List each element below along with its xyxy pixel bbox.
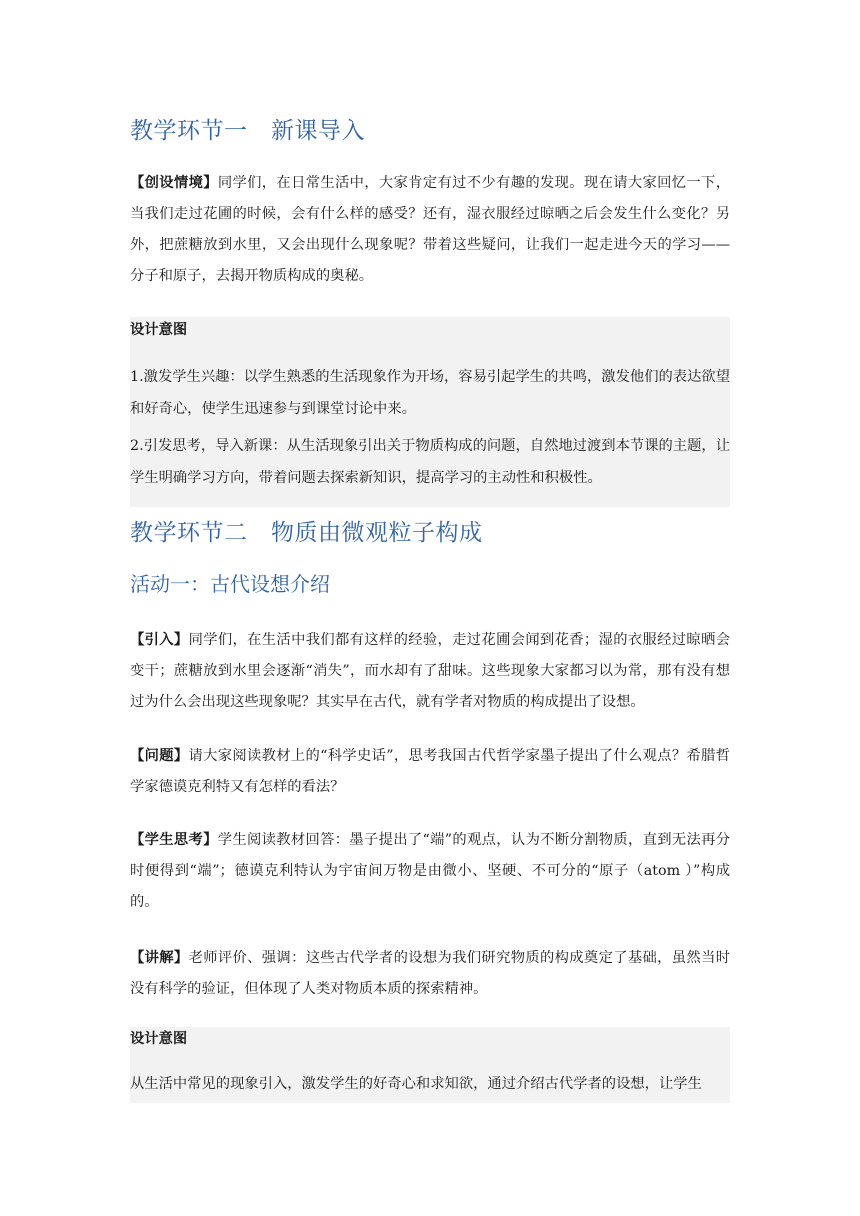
intro-label: 【引入】 [130, 632, 189, 648]
design-intent-item-1: 1.激发学生兴趣：以学生熟悉的生活现象作为开场，容易引起学生的共鸣，激发他们的表达欲望和好奇心，使学生迅速参与到课堂讨论中来。 [130, 369, 730, 417]
question-text: 请大家阅读教材上的“科学史话”，思考我国古代哲学家墨子提出了什么观点？希腊哲学家德谟克利特又有怎样的看法？ [130, 748, 731, 795]
design-intent-box-2 [130, 1027, 730, 1103]
intro-text: 同学们，在生活中我们都有这样的经验，走过花圃会闻到花香；湿的衣服经过晾晒会变干；蔗糖放到水里会逐渐“消失”，而水却有了甜味。这些现象大家都习以为常，那有没有想过为什么会出现这些现象呢？其实早在古代，就有学者对物质的构成提出了设想。 [130, 632, 731, 710]
explanation-label: 【讲解】 [130, 950, 189, 966]
create-situation-label: 【创设情境】 [130, 175, 218, 191]
create-situation-paragraph [130, 168, 730, 292]
activity-1-heading: 活动一：古代设想介绍 [130, 572, 330, 596]
explanation-text: 老师评价、强调：这些古代学者的设想为我们研究物质的构成奠定了基础，虽然当时没有科学的验证，但体现了人类对物质本质的探索精神。 [130, 950, 731, 997]
question-label: 【问题】 [130, 748, 189, 764]
design-intent-text-2: 从生活中常见的现象引入，激发学生的好奇心和求知欲，通过介绍古代学者的设想，让学生 [130, 1076, 702, 1092]
explanation-paragraph [130, 943, 730, 1005]
student-thinking-label: 【学生思考】 [130, 832, 218, 848]
question-paragraph [130, 741, 730, 803]
intro-paragraph [130, 625, 730, 718]
design-intent-box-1 [130, 317, 730, 507]
section-1-heading: 教学环节一 新课导入 [130, 118, 365, 144]
student-thinking-paragraph [130, 825, 730, 918]
design-intent-title-1: 设计意图 [130, 322, 188, 338]
design-intent-title-2: 设计意图 [130, 1031, 188, 1047]
section-2-heading: 教学环节二 物质由微观粒子构成 [130, 520, 483, 546]
student-thinking-text: 学生阅读教材回答：墨子提出了“端”的观点，认为不断分割物质，直到无法再分时便得到“端”；德谟克利特认为宇宙间万物是由微小、坚硬、不可分的“原子（atom ）”构成的。 [130, 832, 730, 910]
create-situation-text: 同学们，在日常生活中，大家肯定有过不少有趣的发现。现在请大家回忆一下，当我们走过花圃的时候，会有什么样的感受？还有，湿衣服经过晾晒之后会发生什么变化？另外，把蔗糖放到水里，又会出现什么现象呢？带着这些疑问，让我们一起走进今天的学习——分子和原子，去揭开物质构成的奥秘。 [130, 175, 731, 284]
design-intent-item-2: 2.引发思考，导入新课：从生活现象引出关于物质构成的问题，自然地过渡到本节课的主题，让学生明确学习方向，带着问题去探索新知识，提高学习的主动性和积极性。 [130, 438, 730, 486]
